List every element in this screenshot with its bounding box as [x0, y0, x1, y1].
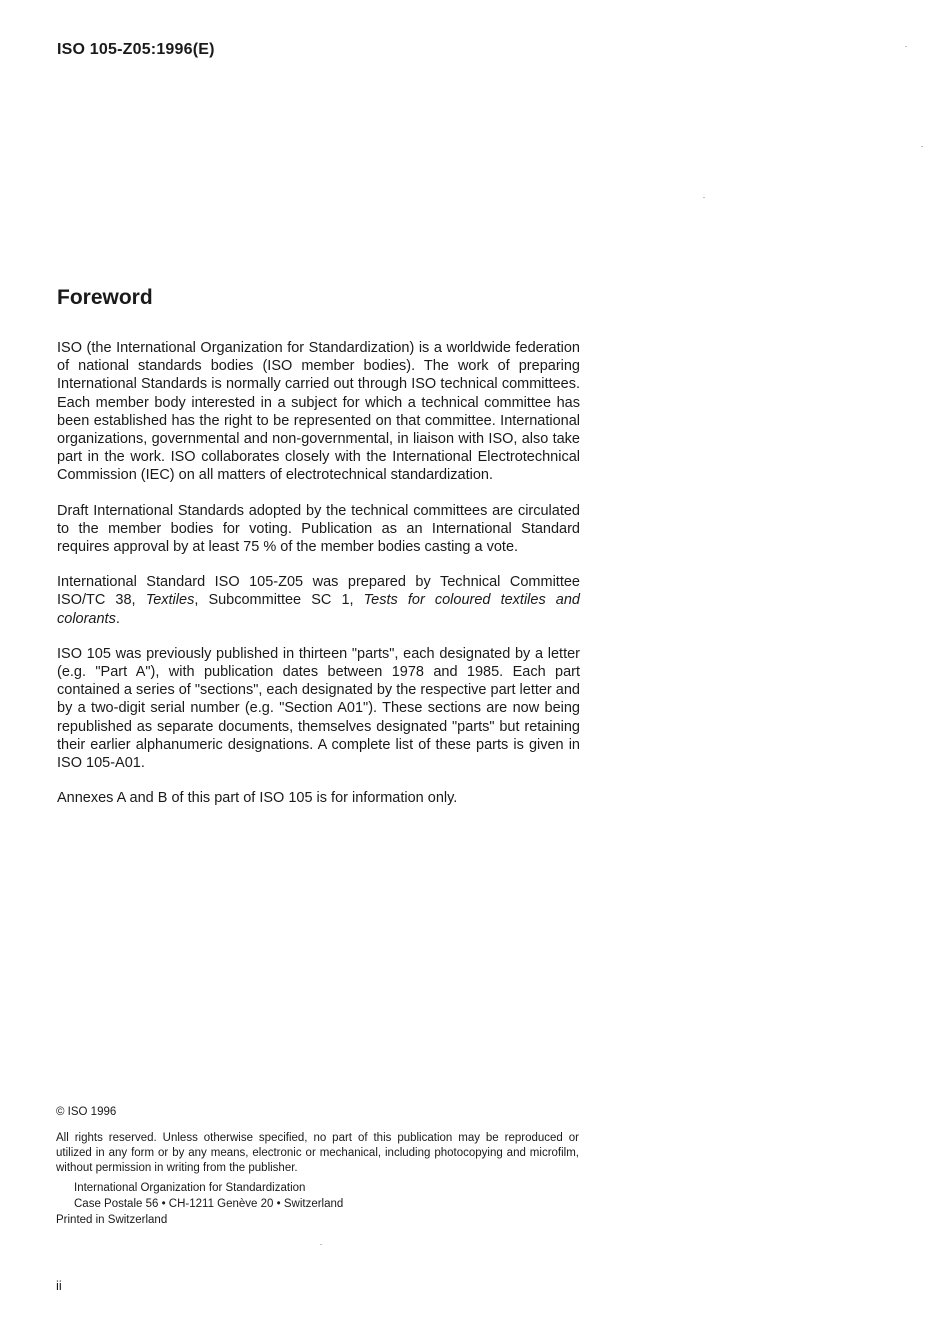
scan-speck — [320, 1244, 322, 1245]
copyright-notice: © ISO 1996 — [56, 1106, 117, 1118]
paragraph-annexes: Annexes A and B of this part of ISO 105 is for information only. — [57, 790, 458, 807]
page-title: Foreword — [57, 286, 153, 309]
publisher-address — [74, 1181, 343, 1212]
scan-speck — [703, 197, 705, 198]
scan-speck — [921, 146, 923, 147]
preparation-mid-text: , Subcommittee SC 1, — [194, 592, 364, 609]
paragraph-preparation — [57, 573, 580, 628]
paragraph-iso-overview: ISO (the International Organization for Standardization) is a worldwide federation of national standards bodies (ISO member bodies). The work of preparing International Standards is normally carried out through ISO technical committees. Each member body interested in a subject for which a technical committee has been established has the right to be represented on that committee. International organizations, governmental and non-governmental, in liaison with ISO, also take part in the work. ISO collaborates closely with the International Electrotechnical Commission (IEC) on all matters of electrotechnical standardization. — [57, 340, 580, 484]
document-identifier: ISO 105-Z05:1996(E) — [57, 41, 215, 58]
paragraph-draft-standards: Draft International Standards adopted by the technical committees are circulated to the member bodies for voting. Publication as an International Standard requires approval by at least 75 % of the member bodies casting a vote. — [57, 502, 580, 556]
foreword-body — [57, 339, 580, 824]
subcommittee-name: Tests for coloured textiles and colorants — [57, 592, 580, 627]
organization-name: International Organization for Standardization — [74, 1182, 306, 1194]
printed-location: Printed in Switzerland — [56, 1214, 168, 1226]
scan-speck — [905, 46, 907, 47]
organization-postal-address: Case Postale 56 • CH-1211 Genève 20 • Switzerland — [74, 1197, 344, 1210]
page-number: ii — [56, 1278, 62, 1293]
rights-statement: All rights reserved. Unless otherwise specified, no part of this publication may be reproduced or utilized in any form or by any means, electronic or mechanical, including photocopying and microfilm, without permission in writing from the publisher. — [56, 1132, 579, 1174]
paragraph-publication-history: ISO 105 was previously published in thirteen "parts", each designated by a letter (e.g. "Part A"), with publication dates between 1978 and 1985. Each part contained a series of "sections", each designated by the respective part letter and by a two-digit serial number (e.g. "Section A01"). These sections are now being republished as separate documents, themselves designated "parts" but retaining their earlier alphanumeric designations. A complete list of these parts is given in ISO 105-A01. — [57, 645, 580, 772]
preparation-end-text: . — [115, 610, 120, 627]
preparation-lead-text: International Standard ISO 105-Z05 was prepared by Technical Committee ISO/TC 38, — [57, 574, 580, 609]
committee-name: Textiles — [145, 592, 195, 609]
